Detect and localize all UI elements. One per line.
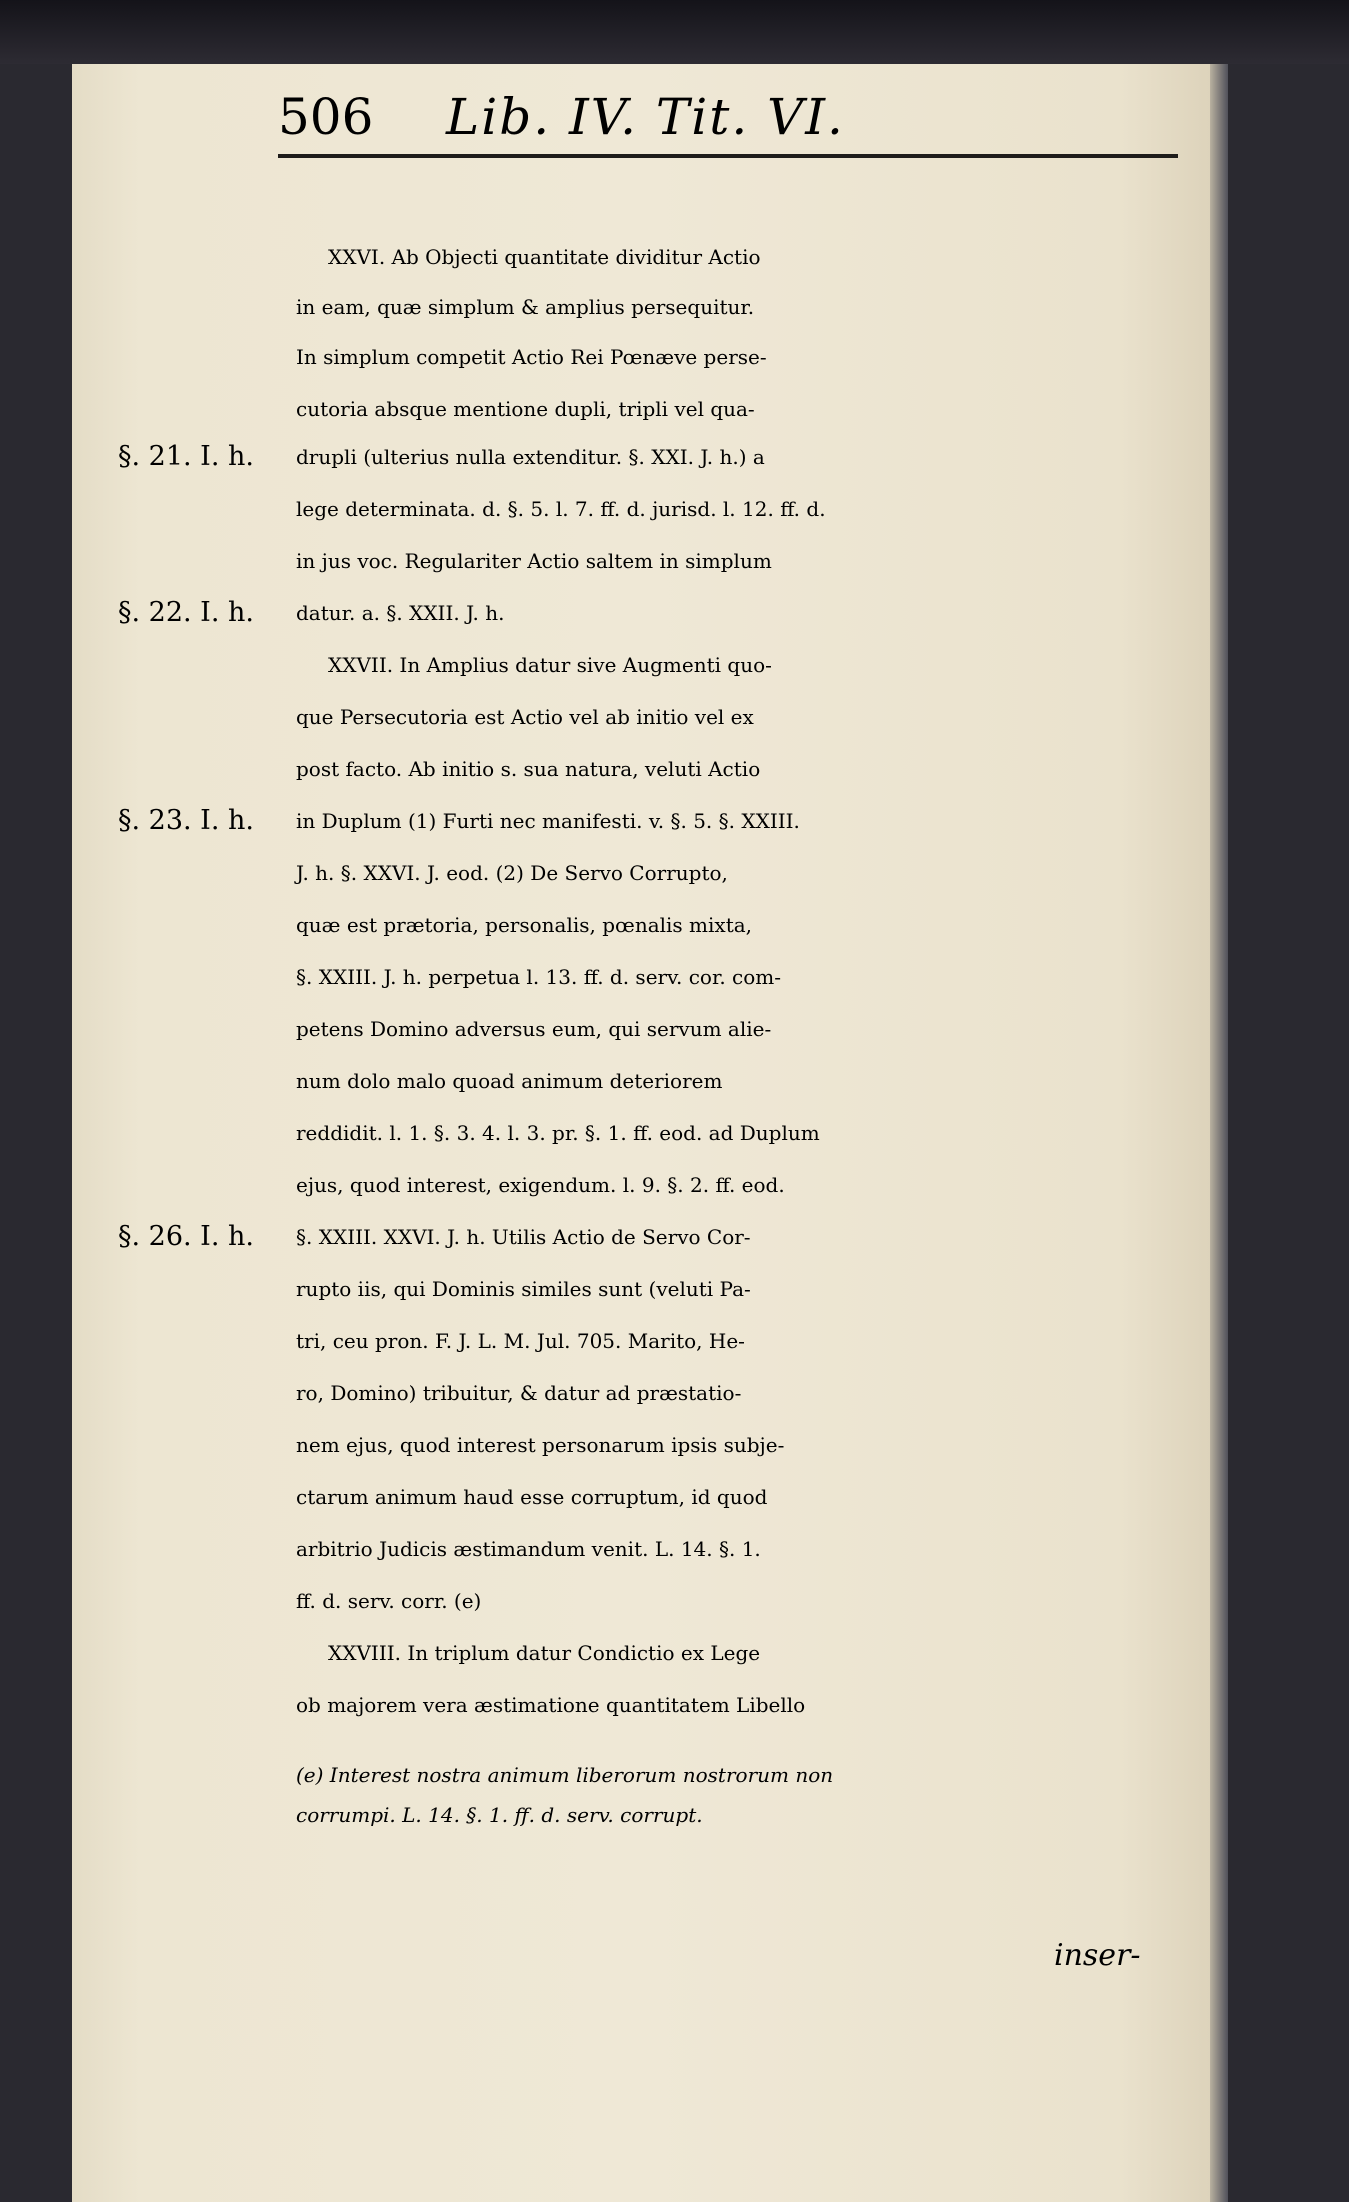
running-title: Lib. IV. Tit. VI. (446, 88, 845, 146)
footnote-line: corrumpi. L. 14. §. 1. ff. d. serv. corrupt. (296, 1803, 703, 1827)
page-number: 506 (278, 88, 374, 146)
text-line: nem ejus, quod interest personarum ipsis subje- (296, 1433, 785, 1457)
text-line: In simplum competit Actio Rei Pœnæve perse- (296, 345, 767, 369)
text-line: J. h. §. XXVI. J. eod. (2) De Servo Corrupto, (296, 861, 728, 885)
text-line: ctarum animum haud esse corruptum, id quod (296, 1485, 768, 1509)
text-line: ejus, quod interest, exigendum. l. 9. §. 2. ff. eod. (296, 1173, 785, 1197)
scan-top-edge (0, 0, 1349, 64)
margin-note: §. 22. I. h. (118, 597, 254, 628)
text-line: in jus voc. Regulariter Actio saltem in simplum (296, 549, 772, 573)
text-line: ro, Domino) tribuitur, & datur ad præstatio- (296, 1381, 742, 1405)
text-line: §. XXIII. XXVI. J. h. Utilis Actio de Servo Cor- (296, 1225, 751, 1249)
text-line: datur. a. §. XXII. J. h. (296, 601, 505, 625)
text-line: lege determinata. d. §. 5. l. 7. ff. d. jurisd. l. 12. ff. d. (296, 497, 826, 521)
text-line: arbitrio Judicis æstimandum venit. L. 14. §. 1. (296, 1537, 761, 1561)
header-rule (278, 154, 1178, 158)
text-line: ff. d. serv. corr. (e) (296, 1589, 482, 1613)
catchword: inser- (1054, 1938, 1141, 1973)
margin-note: §. 26. I. h. (118, 1221, 254, 1252)
text-line: XXVII. In Amplius datur sive Augmenti quo- (328, 653, 772, 677)
text-line: XXVI. Ab Objecti quantitate dividitur Actio (328, 245, 761, 269)
text-line: que Persecutoria est Actio vel ab initio vel ex (296, 705, 754, 729)
text-line: num dolo malo quoad animum deteriorem (296, 1069, 723, 1093)
margin-note: §. 21. I. h. (118, 441, 254, 472)
margin-note: §. 23. I. h. (118, 805, 254, 836)
text-line: cutoria absque mentione dupli, tripli vel qua- (296, 397, 755, 421)
running-header (278, 88, 1178, 158)
text-line: in eam, quæ simplum & amplius persequitur. (296, 295, 755, 319)
text-line: post facto. Ab initio s. sua natura, veluti Actio (296, 757, 761, 781)
text-line: drupli (ulterius nulla extenditur. §. XXI. J. h.) a (296, 445, 765, 469)
text-line: petens Domino adversus eum, qui servum alie- (296, 1017, 772, 1041)
text-line: in Duplum (1) Furti nec manifesti. v. §. 5. §. XXIII. (296, 809, 800, 833)
text-line: §. XXIII. J. h. perpetua l. 13. ff. d. serv. cor. com- (296, 965, 782, 989)
text-line: reddidit. l. 1. §. 3. 4. l. 3. pr. §. 1. ff. eod. ad Duplum (296, 1121, 820, 1145)
text-line: tri, ceu pron. F. J. L. M. Jul. 705. Marito, He- (296, 1329, 745, 1353)
text-line: quæ est prætoria, personalis, pœnalis mixta, (296, 913, 753, 937)
text-line: ob majorem vera æstimatione quantitatem Libello (296, 1693, 806, 1717)
text-line: XXVIII. In triplum datur Condictio ex Lege (328, 1641, 761, 1665)
footnote-line: (e) Interest nostra animum liberorum nostrorum non (296, 1763, 834, 1787)
text-line: rupto iis, qui Dominis similes sunt (veluti Pa- (296, 1277, 751, 1301)
